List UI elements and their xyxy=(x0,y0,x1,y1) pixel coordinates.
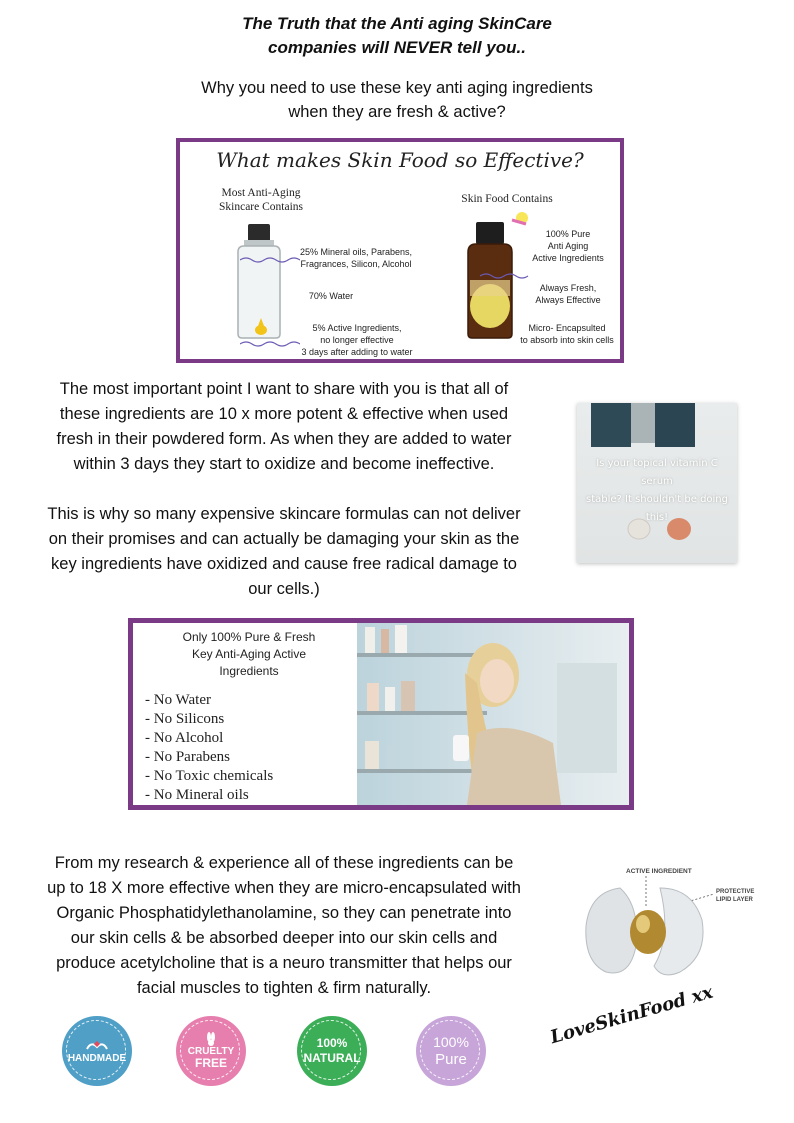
right-note3-line-2: to absorb into skin cells xyxy=(520,335,614,345)
capsule-diagram xyxy=(580,864,770,984)
right-note3-line-1: Micro- Encapsulted xyxy=(528,323,606,333)
caption-line-3: this! xyxy=(645,512,669,523)
badge-ring xyxy=(420,1020,480,1080)
right-note-pure xyxy=(518,228,618,264)
list-item: - No Parabens xyxy=(145,749,230,765)
left-title-line-1: Most Anti-Aging xyxy=(221,187,301,199)
pure-label: Pure xyxy=(435,1051,467,1068)
cruelty-label: CRUELTY xyxy=(187,1046,235,1057)
badge-ring xyxy=(66,1020,126,1080)
paragraph-line: Organic Phosphatidylethanolamine, so they can penetrate into xyxy=(56,904,512,922)
list-item: - No Water xyxy=(145,692,211,708)
left-note1-line-2: Fragrances, Silicon, Alcohol xyxy=(300,259,412,269)
paragraph-line: within 3 days they start to oxidize and become ineffective. xyxy=(73,455,495,473)
paragraph-line: these ingredients are 10 x more potent & effective when used xyxy=(59,405,509,423)
paragraph-line: This is why so many expensive skincare formulas can not deliver xyxy=(47,505,521,523)
left-column-title xyxy=(196,186,326,214)
capsule-icon xyxy=(580,876,720,982)
vitamin-c-serum-photo xyxy=(577,403,737,563)
right-note2-line-2: Always Effective xyxy=(535,295,601,305)
right-column-title: Skin Food Contains xyxy=(461,193,553,205)
paragraph-line: facial muscles to tighten & firm naturally. xyxy=(136,979,432,997)
list-item: - No Alcohol xyxy=(145,730,224,746)
page-subtitle xyxy=(0,76,794,124)
photo-caption xyxy=(585,455,729,527)
paragraph-oxidation xyxy=(14,502,554,602)
paragraph-line: fresh in their powdered form. As when they are added to water xyxy=(56,430,512,448)
paragraph-line: our skin cells & be absorbed deeper into our skin cells and xyxy=(70,929,498,947)
skin-food-comparison-infographic xyxy=(176,138,624,363)
paragraph-potency xyxy=(14,377,554,477)
pure-badge xyxy=(416,1016,486,1086)
right-note-fresh xyxy=(518,282,618,306)
left-note3-line-1: 5% Active Ingredients, xyxy=(312,323,402,333)
handmade-label: HANDMADE xyxy=(67,1052,127,1064)
pure-percent-label: 100% xyxy=(433,1034,469,1050)
paragraph-line: key ingredients have oxidized and cause free radical damage to xyxy=(51,555,517,573)
natural-label: NATURAL xyxy=(303,1051,361,1065)
list-item: - No Toxic chemicals xyxy=(145,768,274,784)
banner-heading-line-1: Only 100% Pure & Fresh xyxy=(182,630,316,644)
left-note1-line-1: 25% Mineral oils, Parabens, xyxy=(299,247,413,257)
paragraph-line: on their promises and can actually be damaging your skin as the xyxy=(48,530,520,548)
caption-line-2: stable? It shouldn't be doing xyxy=(586,494,728,505)
right-note2-line-1: Always Fresh, xyxy=(539,283,597,293)
page-title xyxy=(0,12,794,60)
right-note1-line-1: 100% Pure xyxy=(545,229,591,239)
banner-heading-line-3: Ingredients xyxy=(219,664,279,678)
handmade-badge xyxy=(62,1016,132,1086)
lipid-label-line-1: PROTECTIVE xyxy=(716,889,755,895)
paragraph-line: produce acetylcholine that is a neuro transmitter that helps our xyxy=(56,954,512,972)
right-note-microencapsulated xyxy=(508,322,626,346)
paragraph-line: up to 18 X more effective when they are micro-encapsulated with xyxy=(47,879,521,897)
caption-line-1: Is your topical vitamin C serum xyxy=(596,458,718,487)
signature: LoveSkinFood xx xyxy=(548,981,716,1049)
free-label: FREE xyxy=(194,1056,227,1070)
subtitle-line-2: when they are fresh & active? xyxy=(288,103,506,121)
paragraph-line: The most important point I want to share with you is that all of xyxy=(59,380,509,398)
right-note1-line-3: Active Ingredients xyxy=(532,253,604,263)
banner-heading xyxy=(139,629,359,680)
paragraph-microencapsulation xyxy=(14,851,554,1001)
left-title-line-2: Skincare Contains xyxy=(219,201,303,213)
pure-ingredients-banner xyxy=(128,618,634,810)
badge-ring xyxy=(180,1020,240,1080)
lipid-layer-label xyxy=(716,888,754,904)
left-note-active xyxy=(292,322,422,358)
left-note-ingredients xyxy=(296,246,416,270)
title-line-1: The Truth that the Anti aging SkinCare xyxy=(242,14,552,33)
left-note3-line-2: no longer effective xyxy=(320,335,394,345)
banner-heading-line-2: Key Anti-Aging Active xyxy=(191,647,307,661)
natural-badge xyxy=(297,1016,367,1086)
left-note-water: 70% Water xyxy=(308,291,354,301)
wavy-line-icon xyxy=(240,252,300,352)
subtitle-line-1: Why you need to use these key anti aging ingredients xyxy=(201,79,593,97)
paragraph-line: From my research & experience all of these ingredients can be xyxy=(54,854,514,872)
cruelty-free-badge xyxy=(176,1016,246,1086)
natural-percent-label: 100% xyxy=(316,1036,348,1050)
left-note3-line-3: 3 days after adding to water xyxy=(301,347,413,357)
infographic-heading: What makes Skin Food so Effective? xyxy=(216,148,584,172)
list-item: - No Silicons xyxy=(145,711,225,727)
woman-shopping-photo xyxy=(357,623,629,805)
badge-ring xyxy=(301,1020,361,1080)
title-line-2: companies will NEVER tell you.. xyxy=(268,38,526,57)
list-item: - No Mineral oils xyxy=(145,787,249,803)
active-ingredient-label: ACTIVE INGREDIENT xyxy=(626,868,692,875)
paragraph-line: our cells.) xyxy=(248,580,320,598)
lipid-label-line-2: LIPID LAYER xyxy=(716,897,753,903)
no-list xyxy=(145,691,273,805)
right-note1-line-2: Anti Aging xyxy=(547,241,589,251)
